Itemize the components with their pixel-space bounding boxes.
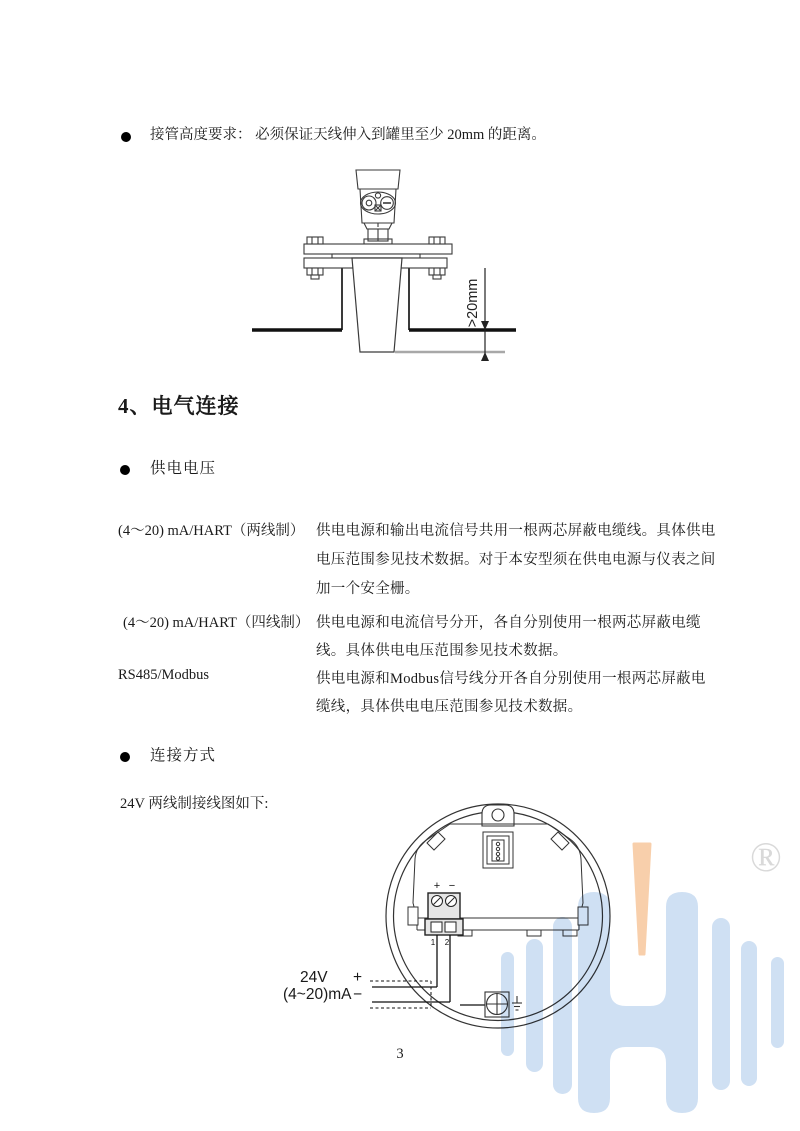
bullet-dot-icon <box>121 132 131 142</box>
table-row-desc-line: 缆线，具体供电电压范围参见技术数据。 <box>316 699 583 715</box>
power-voltage-heading: 供电电压 <box>150 460 217 477</box>
supply-wires <box>370 935 485 1008</box>
connection-method-heading: 连接方式 <box>150 747 217 764</box>
table-row-desc-line: 加一个安全栅。 <box>316 581 420 597</box>
terminal-plus-label: + <box>433 880 441 892</box>
cable-sheath-dashed <box>370 981 431 1008</box>
registered-trademark-icon: ® <box>750 835 782 881</box>
table-row-label: (4～20) mA/HART（两线制） <box>118 523 305 539</box>
wire-minus-sign: − <box>353 986 363 1003</box>
nozzle-note-bullet-icon <box>121 129 131 147</box>
section-title-electrical: 4、电气连接 <box>118 394 240 418</box>
terminal-number-2: 2 <box>444 938 450 947</box>
terminal-block <box>425 880 463 947</box>
wiring-caption: 24V 两线制接线图如下: <box>120 796 269 812</box>
power-bullet-icon <box>120 462 130 480</box>
table-row-label: (4～20) mA/HART（四线制） <box>123 615 310 631</box>
terminal-minus-label: − <box>448 880 456 892</box>
table-row-label: RS485/Modbus <box>118 667 210 683</box>
watermark-orange-spike <box>634 844 650 954</box>
nozzle-height-note: 接管高度要求： 必须保证天线伸入到罐里至少 20mm 的距离。 <box>150 127 546 143</box>
dimension-annotation <box>465 268 489 361</box>
earth-ground-icon <box>512 996 522 1010</box>
bullet-dot-icon <box>120 752 130 762</box>
table-row-desc-line: 线。具体供电电压范围参见技术数据。 <box>316 643 568 659</box>
transmitter-head <box>356 170 400 244</box>
dimension-label: >20mm <box>465 278 481 328</box>
bullet-dot-icon <box>120 465 130 475</box>
table-row-desc-line: 供电电源和输出电流信号共用一根两芯屏蔽电缆线。具体供电 <box>316 523 716 539</box>
page-number: 3 <box>396 1046 404 1062</box>
wire-plus-sign: + <box>353 969 363 986</box>
display-connector <box>483 832 513 868</box>
table-row-desc-line: 供电电源和Modbus信号线分开各自分别使用一根两芯屏蔽电 <box>316 671 706 687</box>
mounting-diagram <box>240 160 560 375</box>
current-loop-label: (4~20)mA <box>283 986 352 1003</box>
supply-voltage-label: 24V <box>300 969 328 986</box>
terminal-number-1: 1 <box>430 938 436 947</box>
connection-bullet-icon <box>120 749 130 767</box>
table-row-desc-line: 电压范围参见技术数据。对于本安型须在供电电源与仪表之间 <box>316 552 716 568</box>
mounting-lug <box>482 805 514 826</box>
ground-screw <box>485 992 522 1017</box>
table-row-desc-line: 供电电源和电流信号分开，各自分别使用一根两芯屏蔽电缆 <box>316 615 701 631</box>
